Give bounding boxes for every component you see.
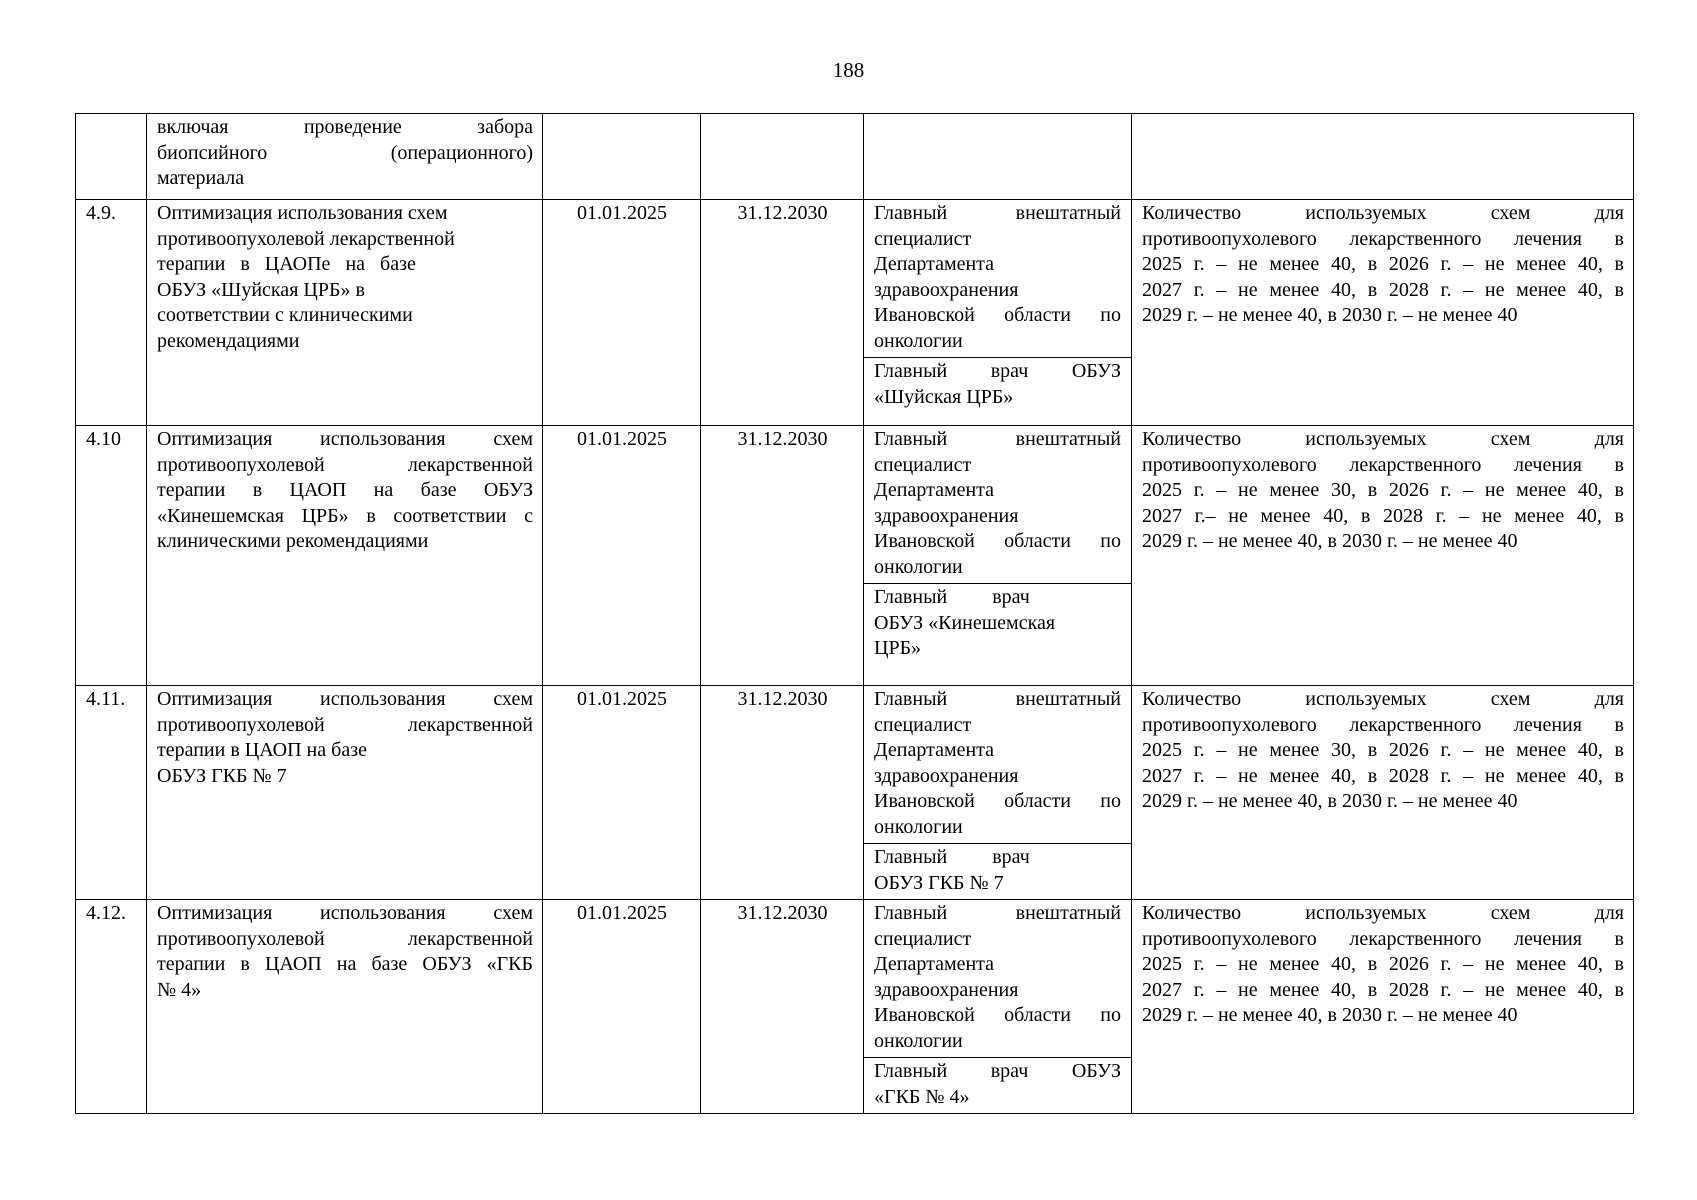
num-cell (76, 426, 147, 686)
text-line: 2027 г. – не менее 40, в 2028 г. – не менее 40, в (1142, 978, 1624, 1001)
text-line: специалист (874, 227, 972, 250)
num-cell (76, 900, 147, 1114)
result-text (1132, 200, 1633, 332)
end-date-cell (701, 114, 864, 200)
text-line: «Кинешемская ЦРБ» в соответствии с (157, 504, 533, 527)
measure-text (147, 200, 542, 357)
text-line: Главный врач ОБУЗ (874, 1060, 1121, 1082)
responsible-chief-specialist (864, 200, 1131, 357)
text-line: соответствии с клиническими (157, 304, 413, 326)
text-line: ОБУЗ ГКБ № 7 (157, 764, 287, 787)
start-date: 01.01.2025 (577, 688, 667, 710)
start-date: 01.01.2025 (577, 202, 667, 224)
text-line: противоопухолевой лекарственной (157, 927, 533, 950)
text-line: Ивановской области по (874, 790, 1121, 812)
text-line: Департамента (874, 953, 995, 975)
text-line: ОБУЗ «Шуйская ЦРБ» в (157, 278, 365, 301)
text-line: Департамента (874, 479, 995, 501)
responsible-cell (864, 900, 1132, 1114)
text-line: онкологии (874, 1029, 963, 1052)
row-number: 4.9. (86, 202, 116, 224)
measure-text (147, 426, 542, 558)
text-line: Ивановской области по (874, 530, 1121, 552)
text-line: Главный внештатный (874, 688, 1121, 710)
text-line: противоопухолевого лекарственного лечения в (1142, 227, 1624, 250)
responsible-cell (864, 426, 1132, 686)
text-line: Главный внештатный (874, 202, 1121, 224)
end-date: 31.12.2030 (737, 428, 828, 450)
text-line: онкологии (874, 815, 963, 838)
num-cell (76, 114, 147, 200)
text-line: противоопухолевой лекарственной (157, 453, 533, 476)
result-cell (1132, 114, 1634, 200)
row-number: 4.11. (86, 688, 126, 710)
responsible-chief-doctor (864, 843, 1131, 899)
text-line: Главный врач ОБУЗ (874, 360, 1121, 382)
measure-cell (147, 200, 543, 426)
text-line: Количество используемых схем для (1142, 202, 1624, 224)
text-line: противоопухолевой лекарственной (157, 227, 455, 250)
text-line: Количество используемых схем для (1142, 688, 1624, 710)
start-date-cell (543, 200, 701, 426)
responsible-chief-doctor (864, 1057, 1131, 1113)
text-line: «Шуйская ЦРБ» (874, 385, 1014, 408)
plan-table (75, 113, 1634, 1114)
responsible-cell (864, 686, 1132, 900)
text-line: противоопухолевого лекарственного лечения в (1142, 453, 1624, 476)
num-cell (76, 200, 147, 426)
text-line: 2027 г. – не менее 40, в 2028 г. – не менее 40, в (1142, 278, 1624, 301)
text-line: 2027 г.– не менее 40, в 2028 г. – не менее 40, в (1142, 504, 1624, 527)
result-cell (1132, 200, 1634, 426)
text-line: клиническими рекомендациями (157, 530, 429, 552)
text-line: Департамента (874, 739, 995, 761)
result-cell (1132, 900, 1634, 1114)
text-line: Оптимизация использования схем (157, 688, 533, 710)
text-line: 2029 г. – не менее 40, в 2030 г. – не менее 40 (1142, 790, 1518, 812)
text-line: здравоохранения (874, 278, 1019, 301)
text-line: Оптимизация использования схем (157, 902, 533, 924)
text-line: здравоохранения (874, 764, 1019, 787)
text-line: материала (157, 167, 245, 189)
text-line: 2029 г. – не менее 40, в 2030 г. – не менее 40 (1142, 304, 1518, 326)
responsible-chief-specialist (864, 426, 1131, 583)
responsible-chief-specialist (864, 900, 1131, 1057)
text-line: специалист (874, 453, 972, 476)
text-line: 2025 г. – не менее 40, в 2026 г. – не менее 40, в (1142, 953, 1624, 975)
result-text (1132, 686, 1633, 818)
start-date-cell (543, 426, 701, 686)
measure-cell (147, 426, 543, 686)
text-line: № 4» (157, 978, 202, 1001)
text-line: здравоохранения (874, 504, 1019, 527)
result-cell (1132, 686, 1634, 900)
end-date-cell (701, 426, 864, 686)
text-line: терапии в ЦАОПе на базе (157, 253, 416, 275)
start-date-cell (543, 900, 701, 1114)
table-row (76, 426, 1634, 686)
num-cell (76, 686, 147, 900)
start-date-cell (543, 114, 701, 200)
end-date: 31.12.2030 (737, 202, 828, 224)
text-line: Ивановской области по (874, 1004, 1121, 1026)
text-line: 2025 г. – не менее 30, в 2026 г. – не менее 40, в (1142, 739, 1624, 761)
text-line: ОБУЗ «Кинешемская (874, 611, 1056, 634)
row-number: 4.10 (86, 428, 121, 450)
text-line: онкологии (874, 329, 963, 352)
text-line: биопсийного (операционного) (157, 141, 533, 164)
start-date: 01.01.2025 (577, 902, 667, 924)
text-line: 2029 г. – не менее 40, в 2030 г. – не менее 40 (1142, 1004, 1518, 1026)
text-line: Главный внештатный (874, 902, 1121, 924)
responsible-chief-specialist (864, 686, 1131, 843)
text-line: терапии в ЦАОП на базе ОБУЗ «ГКБ (157, 953, 533, 975)
text-line: включая проведение забора (157, 116, 533, 138)
start-date: 01.01.2025 (577, 428, 667, 450)
start-date-cell (543, 686, 701, 900)
row-number: 4.12. (86, 902, 126, 924)
measure-cell (147, 686, 543, 900)
measure-text (147, 900, 542, 1006)
text-line: Оптимизация использования схем (157, 202, 448, 224)
text-line: противоопухолевого лекарственного лечения в (1142, 713, 1624, 736)
text-line: онкологии (874, 555, 963, 578)
text-line: противоопухолевой лекарственной (157, 713, 533, 736)
measure-cell (147, 114, 543, 200)
text-line: противоопухолевого лекарственного лечения в (1142, 927, 1624, 950)
responsible-cell (864, 114, 1132, 200)
text-line: ЦРБ» (874, 637, 922, 659)
text-line: специалист (874, 927, 972, 950)
text-line: 2029 г. – не менее 40, в 2030 г. – не менее 40 (1142, 530, 1518, 552)
text-line: Количество используемых схем для (1142, 902, 1624, 924)
text-line: терапии в ЦАОП на базе ОБУЗ (157, 479, 533, 501)
result-text (1132, 900, 1633, 1032)
text-line: Ивановской области по (874, 304, 1121, 326)
result-text (1132, 426, 1633, 558)
responsible-chief-doctor (864, 357, 1131, 413)
table-row (76, 686, 1634, 900)
text-line: 2025 г. – не менее 30, в 2026 г. – не менее 40, в (1142, 479, 1624, 501)
text-line: рекомендациями (157, 329, 300, 352)
result-cell (1132, 426, 1634, 686)
text-line: Оптимизация использования схем (157, 428, 533, 450)
page-number: 188 (832, 58, 865, 82)
text-line: здравоохранения (874, 978, 1019, 1001)
table-row (76, 114, 1634, 200)
text-line: Главный врач (874, 586, 1030, 608)
end-date-cell (701, 900, 864, 1114)
table-row (76, 900, 1634, 1114)
measure-text (147, 114, 542, 195)
end-date-cell (701, 686, 864, 900)
responsible-cell (864, 200, 1132, 426)
table-row (76, 200, 1634, 426)
end-date: 31.12.2030 (737, 902, 828, 924)
end-date-cell (701, 200, 864, 426)
measure-cell (147, 900, 543, 1114)
text-line: 2025 г. – не менее 40, в 2026 г. – не менее 40, в (1142, 253, 1624, 275)
responsible-chief-doctor (864, 583, 1131, 665)
text-line: ОБУЗ ГКБ № 7 (874, 871, 1004, 894)
text-line: 2027 г. – не менее 40, в 2028 г. – не менее 40, в (1142, 764, 1624, 787)
text-line: Департамента (874, 253, 995, 275)
text-line: терапии в ЦАОП на базе (157, 739, 367, 761)
end-date: 31.12.2030 (737, 688, 828, 710)
text-line: специалист (874, 713, 972, 736)
text-line: Главный внештатный (874, 428, 1121, 450)
measure-text (147, 686, 542, 792)
text-line: Главный врач (874, 846, 1030, 868)
text-line: Количество используемых схем для (1142, 428, 1624, 450)
text-line: «ГКБ № 4» (874, 1085, 970, 1108)
